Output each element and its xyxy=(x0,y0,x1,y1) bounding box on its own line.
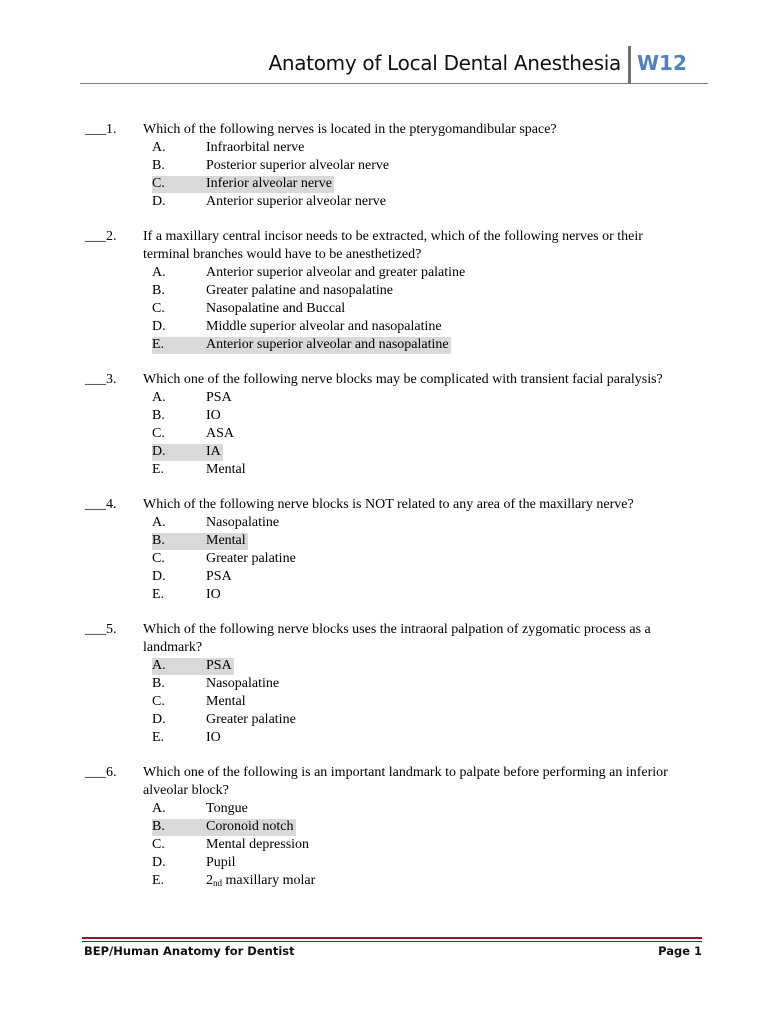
option-text: Mental depression xyxy=(206,837,310,852)
option-text: Mental xyxy=(206,694,246,709)
footer-course: BEP/Human Anatomy for Dentist xyxy=(84,944,295,958)
footer-rule-thin xyxy=(82,941,702,942)
answer-option xyxy=(85,139,705,157)
answer-option xyxy=(85,300,705,318)
answer-option xyxy=(85,836,705,854)
question-header xyxy=(85,121,705,139)
option-text: Anterior superior alveolar and nasopalatine xyxy=(206,337,449,352)
question-header xyxy=(85,228,705,264)
question-text: Which of the following nerves is located in the pterygomandibular space? xyxy=(143,122,557,137)
option-letter: D. xyxy=(152,444,166,459)
answer-option xyxy=(85,675,705,693)
option-text: Middle superior alveolar and nasopalatine xyxy=(206,319,442,334)
question-item xyxy=(85,621,705,747)
option-letter: C. xyxy=(152,426,165,441)
page-number: Page 1 xyxy=(658,944,702,958)
option-letter: C. xyxy=(152,551,165,566)
option-text: PSA xyxy=(206,658,232,673)
option-text: Posterior superior alveolar nerve xyxy=(206,158,390,173)
page-header xyxy=(80,46,708,84)
question-header xyxy=(85,371,705,389)
question-number: ___5. xyxy=(85,622,117,637)
question-item xyxy=(85,371,705,479)
footer-rule-thick xyxy=(82,937,702,939)
header-divider xyxy=(628,46,631,84)
question-list xyxy=(85,121,705,907)
option-letter: D. xyxy=(152,194,166,209)
option-text: IO xyxy=(206,587,221,602)
option-text: Nasopalatine xyxy=(206,676,280,691)
option-letter: B. xyxy=(152,819,165,834)
option-text: Inferior alveolar nerve xyxy=(206,176,332,191)
option-text: Infraorbital nerve xyxy=(206,140,305,155)
option-text-rest: maxillary molar xyxy=(225,873,316,888)
option-text: Pupil xyxy=(206,855,236,870)
question-text: Which of the following nerve blocks is NOT related to any area of the maxillary nerve? xyxy=(143,497,634,512)
answer-option-highlighted xyxy=(85,175,705,193)
option-text: Coronoid notch xyxy=(206,819,294,834)
option-letter: A. xyxy=(152,801,166,816)
answer-option xyxy=(85,568,705,586)
answer-option-highlighted xyxy=(85,657,705,675)
option-letter: A. xyxy=(152,390,166,405)
option-letter: A. xyxy=(152,658,166,673)
page-footer xyxy=(84,944,702,962)
answer-option xyxy=(85,282,705,300)
option-text: Mental xyxy=(206,462,246,477)
option-text: Tongue xyxy=(206,801,248,816)
option-text: Nasopalatine xyxy=(206,515,280,530)
option-letter: E. xyxy=(152,462,165,477)
option-letter: D. xyxy=(152,855,166,870)
question-number: ___4. xyxy=(85,497,117,512)
answer-option xyxy=(85,854,705,872)
answer-option xyxy=(85,318,705,336)
option-letter: D. xyxy=(152,569,166,584)
option-letter: B. xyxy=(152,533,165,548)
option-ordinal-suffix: nd xyxy=(213,878,222,888)
question-header xyxy=(85,621,705,657)
question-text: Which one of the following is an important landmark to palpate before performing an inferior alveolar block? xyxy=(143,765,668,798)
option-letter: B. xyxy=(152,283,165,298)
option-letter: B. xyxy=(152,408,165,423)
option-letter: D. xyxy=(152,712,166,727)
option-text: Anterior superior alveolar and greater palatine xyxy=(206,265,466,280)
question-text: Which of the following nerve blocks uses the intraoral palpation of zygomatic process as a landmark? xyxy=(143,622,651,655)
option-letter: E. xyxy=(152,873,165,888)
option-text: Greater palatine and nasopalatine xyxy=(206,283,393,298)
answer-option xyxy=(85,157,705,175)
answer-option-highlighted xyxy=(85,532,705,550)
option-letter: A. xyxy=(152,515,166,530)
option-letter: D. xyxy=(152,319,166,334)
question-item xyxy=(85,228,705,354)
option-letter: C. xyxy=(152,837,165,852)
answer-option xyxy=(85,693,705,711)
option-letter: B. xyxy=(152,676,165,691)
option-text xyxy=(206,872,315,890)
option-letter: B. xyxy=(152,158,165,173)
answer-option-highlighted xyxy=(85,818,705,836)
question-text: Which one of the following nerve blocks may be complicated with transient facial paralysis? xyxy=(143,372,663,387)
option-text: Greater palatine xyxy=(206,712,296,727)
question-header xyxy=(85,764,705,800)
question-text: If a maxillary central incisor needs to be extracted, which of the following nerves or their terminal branches would have to be anesthetized? xyxy=(143,229,643,262)
question-number: ___2. xyxy=(85,229,117,244)
answer-option xyxy=(85,425,705,443)
answer-option xyxy=(85,711,705,729)
option-text: Mental xyxy=(206,533,246,548)
answer-option xyxy=(85,264,705,282)
question-number: ___1. xyxy=(85,122,117,137)
option-text: IO xyxy=(206,408,221,423)
option-letter: C. xyxy=(152,301,165,316)
week-code: W12 xyxy=(637,51,687,75)
option-text: IA xyxy=(206,444,221,459)
option-text: Nasopalatine and Buccal xyxy=(206,301,346,316)
option-letter: E. xyxy=(152,337,165,352)
answer-option xyxy=(85,586,705,604)
answer-option xyxy=(85,461,705,479)
document-title: Anatomy of Local Dental Anesthesia xyxy=(268,51,621,75)
option-letter: E. xyxy=(152,730,165,745)
option-text: Greater palatine xyxy=(206,551,296,566)
question-item xyxy=(85,121,705,211)
question-item xyxy=(85,496,705,604)
option-letter: C. xyxy=(152,176,165,191)
option-letter: A. xyxy=(152,140,166,155)
answer-option xyxy=(85,729,705,747)
question-item xyxy=(85,764,705,890)
option-text: IO xyxy=(206,730,221,745)
answer-option xyxy=(85,550,705,568)
option-ordinal: 2 xyxy=(206,873,213,888)
answer-option xyxy=(85,389,705,407)
option-text: PSA xyxy=(206,569,232,584)
option-letter: C. xyxy=(152,694,165,709)
answer-option xyxy=(85,872,705,890)
option-letter: E. xyxy=(152,587,165,602)
answer-option-highlighted xyxy=(85,336,705,354)
question-number: ___3. xyxy=(85,372,117,387)
option-text: Anterior superior alveolar nerve xyxy=(206,194,386,209)
option-text: ASA xyxy=(206,426,235,441)
header-rule xyxy=(80,83,708,84)
answer-option xyxy=(85,514,705,532)
option-text: PSA xyxy=(206,390,232,405)
answer-option-highlighted xyxy=(85,443,705,461)
answer-option xyxy=(85,800,705,818)
answer-option xyxy=(85,407,705,425)
answer-option xyxy=(85,193,705,211)
option-letter: A. xyxy=(152,265,166,280)
question-number: ___6. xyxy=(85,765,117,780)
question-header xyxy=(85,496,705,514)
